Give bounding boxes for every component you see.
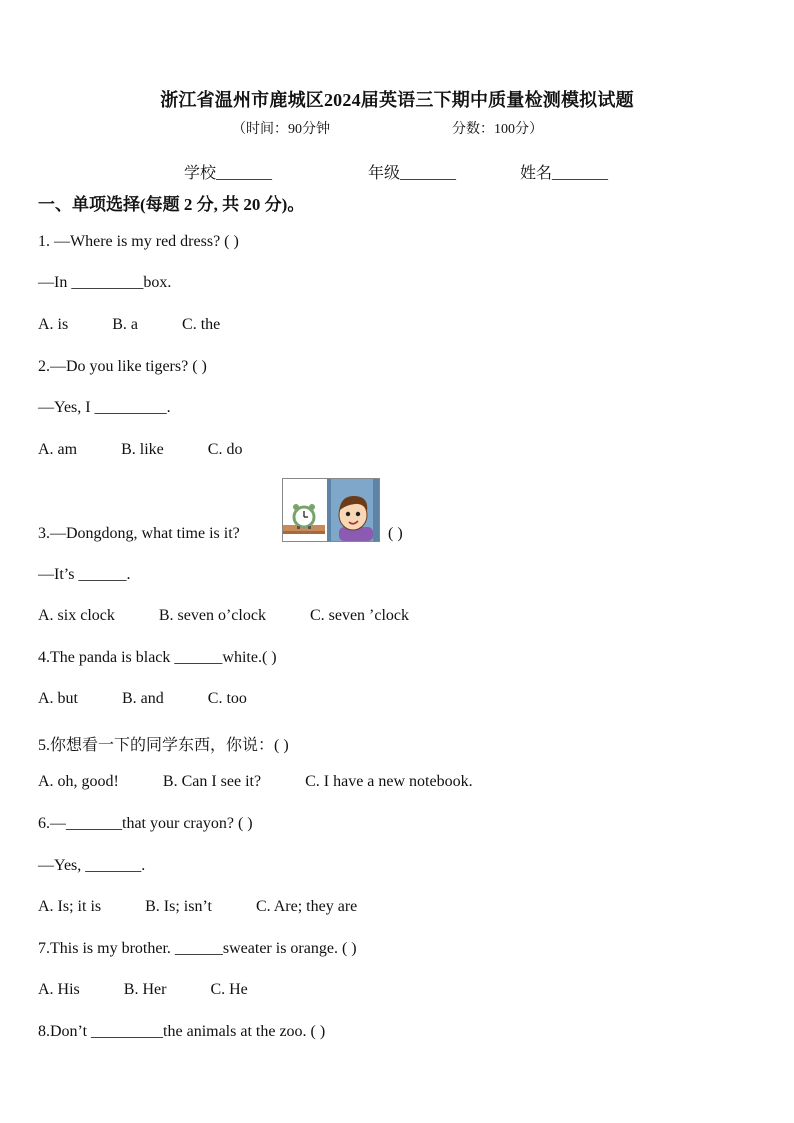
option-a: A. is	[38, 316, 69, 333]
question-5-stem: 5.你想看一下的同学东西，你说：( )	[38, 737, 289, 754]
table-edge	[283, 531, 325, 534]
question-3-options	[38, 607, 453, 625]
option-b: B. Can I see it?	[162, 773, 262, 790]
option-a: A. His	[38, 981, 80, 998]
option-b: B. a	[112, 316, 139, 333]
name-field: 姓名_______	[520, 165, 609, 182]
option-c: C. Are; they are	[255, 898, 358, 915]
question-8-stem: 8.Don’t _________the animals at the zoo. ( )	[38, 1023, 326, 1040]
question-2-reply: —Yes, I _________.	[38, 399, 171, 416]
option-a: A. am	[38, 441, 78, 458]
question-1-stem: 1. —Where is my red dress? ( )	[38, 233, 239, 250]
option-b: B. seven o’clock	[158, 607, 266, 624]
option-c: C. He	[210, 981, 248, 998]
illustration-svg	[283, 479, 379, 541]
wall-edge	[327, 479, 331, 541]
clock-boy-illustration	[282, 478, 380, 542]
question-1-reply: —In _________box.	[38, 274, 172, 291]
question-4-options	[38, 690, 291, 708]
option-c: C. the	[182, 316, 221, 333]
question-7-options	[38, 981, 292, 999]
option-a: A. Is; it is	[38, 898, 102, 915]
question-7-stem: 7.This is my brother. ______sweater is orange. ( )	[38, 940, 357, 957]
option-c: C. too	[207, 690, 247, 707]
option-c: C. seven ’clock	[309, 607, 410, 624]
alarm-clock-icon	[293, 504, 315, 529]
question-3-stem: 3.—Dongdong, what time is it?	[38, 525, 240, 542]
grade-field: 年级_______	[368, 165, 457, 182]
section-heading: 一、单项选择(每题 2 分, 共 20 分)。	[38, 195, 305, 214]
page-title: 浙江省温州市鹿城区2024届英语三下期中质量检测模拟试题	[160, 90, 634, 110]
wall-edge-right	[373, 479, 379, 541]
question-6-reply: —Yes, _______.	[38, 857, 146, 874]
option-b: B. Is; isn’t	[145, 898, 212, 915]
option-a: A. oh, good!	[38, 773, 119, 790]
exam-time: （时间：90分钟	[232, 122, 330, 137]
school-field: 学校_______	[184, 165, 273, 182]
option-b: B. like	[121, 441, 164, 458]
question-2-stem: 2.—Do you like tigers? ( )	[38, 358, 207, 375]
option-b: B. Her	[123, 981, 167, 998]
question-3-answer-paren: ( )	[388, 525, 403, 542]
option-a: A. six clock	[38, 607, 115, 624]
question-6-options	[38, 898, 401, 916]
option-c: C. do	[207, 441, 243, 458]
question-2-options	[38, 441, 286, 459]
question-4-stem: 4.The panda is black ______white.( )	[38, 649, 277, 666]
option-c: C. I have a new notebook.	[305, 773, 473, 790]
question-6-stem: 6.—_______that your crayon? ( )	[38, 815, 253, 832]
question-5-options	[38, 773, 517, 791]
question-3-reply: —It’s ______.	[38, 566, 131, 583]
option-a: A. but	[38, 690, 78, 707]
exam-score: 分数：100分）	[452, 122, 543, 137]
question-1-options	[38, 316, 264, 334]
option-b: B. and	[122, 690, 164, 707]
